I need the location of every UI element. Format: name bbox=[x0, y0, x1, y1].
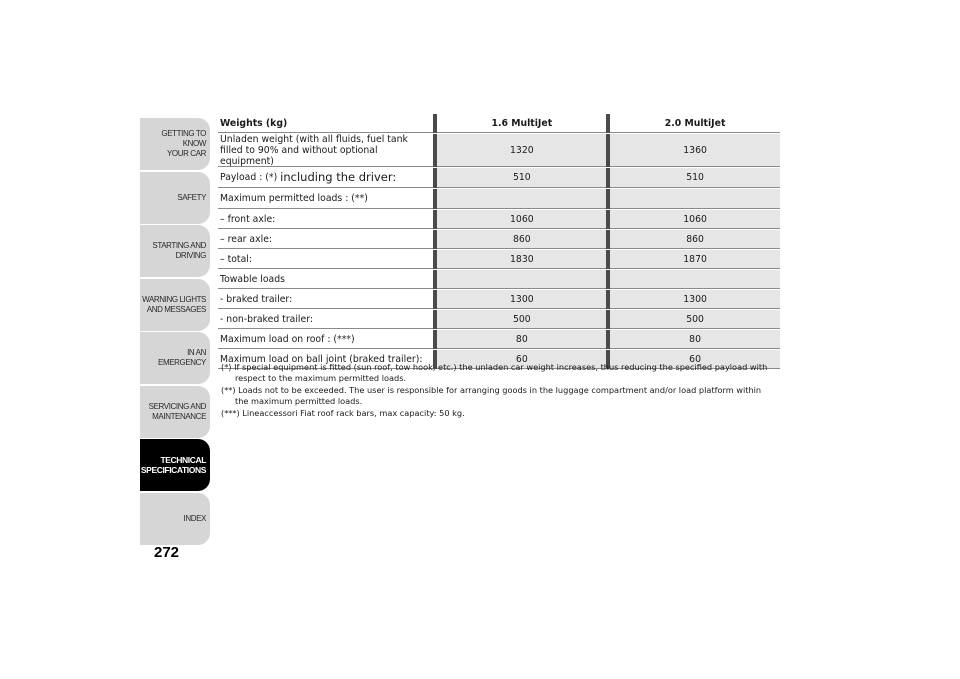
footnote-text: (**) Loads not to be exceeded. The user is responsible for arranging goods in the luggage compartment and/or load platform within bbox=[221, 385, 762, 395]
header-2-0-multijet: 2.0 MultiJet bbox=[610, 114, 780, 133]
row-label: - braked trailer: bbox=[218, 290, 433, 309]
row-value-2-0: 80 bbox=[610, 330, 780, 349]
table-row bbox=[218, 168, 780, 189]
row-label: – front axle: bbox=[218, 210, 433, 229]
row-value-1-6: 860 bbox=[437, 230, 606, 249]
footnote bbox=[221, 408, 781, 419]
table-row bbox=[218, 270, 780, 290]
row-label: Towable loads bbox=[218, 270, 433, 289]
table-row bbox=[218, 310, 780, 330]
row-value-2-0: 1300 bbox=[610, 290, 780, 309]
section-tabs bbox=[140, 118, 210, 546]
row-value-1-6: 1830 bbox=[437, 250, 606, 269]
row-value-2-0: 1870 bbox=[610, 250, 780, 269]
table-row bbox=[218, 290, 780, 310]
tab-safety[interactable]: SAFETY bbox=[140, 172, 210, 224]
row-label: – total: bbox=[218, 250, 433, 269]
footnote-text: (*) If special equipment is fitted (sun roof, tow hook, etc.) the unladen car weight increases, thus reducing the specified payload with bbox=[221, 362, 768, 372]
row-label: - non-braked trailer: bbox=[218, 310, 433, 329]
row-value-1-6: 80 bbox=[437, 330, 606, 349]
tab-emergency[interactable]: IN AN EMERGENCY bbox=[140, 332, 210, 384]
tab-index[interactable]: INDEX bbox=[140, 493, 210, 545]
table-header-row bbox=[218, 114, 780, 134]
page-number: 272 bbox=[154, 544, 180, 561]
footnote-text: (***) Lineaccessori Fiat roof rack bars, max capacity: 50 kg. bbox=[221, 408, 465, 418]
row-label: Unladen weight (with all fluids, fuel tank filled to 90% and without optional equipment) bbox=[218, 134, 433, 167]
tab-servicing[interactable]: SERVICING AND MAINTENANCE bbox=[140, 386, 210, 438]
row-value-1-6: 500 bbox=[437, 310, 606, 329]
row-value-2-0 bbox=[610, 270, 780, 289]
row-value-1-6: 1300 bbox=[437, 290, 606, 309]
row-value-1-6: 510 bbox=[437, 168, 606, 188]
table-row bbox=[218, 210, 780, 230]
tab-warning-lights[interactable]: WARNING LIGHTS AND MESSAGES bbox=[140, 279, 210, 331]
table-row bbox=[218, 250, 780, 270]
payload-label-suffix: including the driver: bbox=[280, 170, 397, 184]
footnote bbox=[221, 362, 781, 383]
row-value-2-0: 1060 bbox=[610, 210, 780, 229]
table-row bbox=[218, 330, 780, 350]
table-row bbox=[218, 189, 780, 210]
tab-starting-driving[interactable]: STARTING AND DRIVING bbox=[140, 225, 210, 277]
weights-table bbox=[218, 114, 780, 370]
footnote-continuation: respect to the maximum permitted loads. bbox=[235, 372, 407, 383]
row-label: Maximum load on ball joint (braked trailer): bbox=[218, 350, 433, 369]
table-row bbox=[218, 230, 780, 250]
row-value-1-6: 1060 bbox=[437, 210, 606, 229]
tab-getting-to-know[interactable]: GETTING TO KNOW YOUR CAR bbox=[140, 118, 210, 170]
row-value-1-6: 1320 bbox=[437, 134, 606, 167]
row-label bbox=[218, 168, 433, 188]
row-value-1-6 bbox=[437, 189, 606, 209]
footnote-continuation: the maximum permitted loads. bbox=[235, 395, 363, 406]
header-weights: Weights (kg) bbox=[218, 114, 433, 133]
footnote bbox=[221, 385, 781, 406]
row-value-1-6 bbox=[437, 270, 606, 289]
row-value-2-0: 500 bbox=[610, 310, 780, 329]
row-label: Maximum load on roof : (***) bbox=[218, 330, 433, 349]
payload-label-prefix: Payload : (*) bbox=[220, 172, 278, 183]
row-value-2-0: 1360 bbox=[610, 134, 780, 167]
row-value-2-0: 860 bbox=[610, 230, 780, 249]
row-label: Maximum permitted loads : (**) bbox=[218, 189, 433, 209]
row-value-1-6: 60 bbox=[437, 350, 606, 369]
row-label: – rear axle: bbox=[218, 230, 433, 249]
row-value-2-0: 60 bbox=[610, 350, 780, 369]
tab-technical-specifications[interactable]: TECHNICAL SPECIFICATIONS bbox=[140, 439, 210, 491]
row-value-2-0: 510 bbox=[610, 168, 780, 188]
table-row bbox=[218, 134, 780, 168]
row-value-2-0 bbox=[610, 189, 780, 209]
header-1-6-multijet: 1.6 MultiJet bbox=[437, 114, 606, 133]
footnotes bbox=[221, 362, 781, 421]
